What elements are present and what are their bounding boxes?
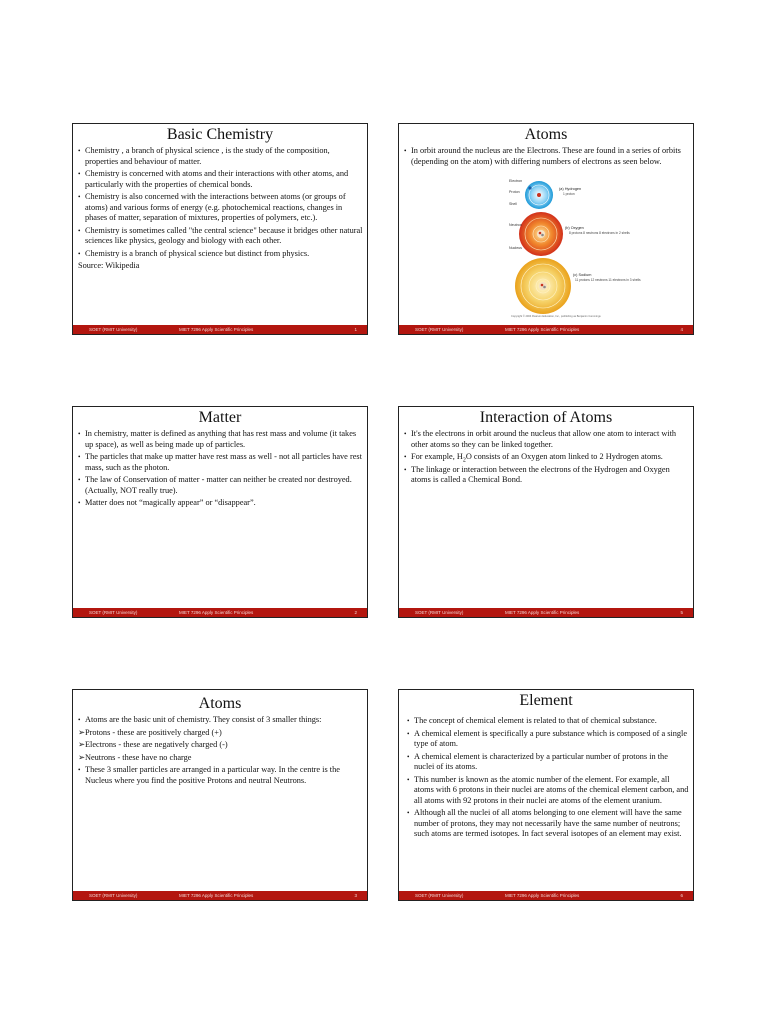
detail-sodium: 11 protons 12 neutrons 11 electrons in 3 shells bbox=[575, 278, 641, 282]
slide-footer bbox=[399, 608, 693, 617]
footer-institution: SOET (RMIT University) bbox=[89, 327, 138, 332]
bullet-item: • Chemistry is a branch of physical science but distinct from physics. bbox=[78, 249, 363, 260]
footer-institution: SOET (RMIT University) bbox=[89, 893, 138, 898]
caption-hydrogen: (a) Hydrogen bbox=[559, 187, 582, 191]
slide-footer bbox=[399, 891, 693, 900]
slide-footer bbox=[73, 891, 367, 900]
footer-course: MIET 7296 Apply Scientific Principles bbox=[179, 610, 254, 615]
bullet-item: • The particles that make up matter have rest mass as well - not all particles have rest mass, such as the photon. bbox=[78, 452, 363, 473]
bullet-item: • The linkage or interaction between the electrons of the Hydrogen and Oxygen atoms is called a Chemical Bond. bbox=[404, 465, 689, 486]
slide-title: Matter bbox=[198, 409, 242, 426]
bullet-item: • Chemistry is sometimes called "the central science" because it bridges other natural sciences like physics, geology and biology with each other. bbox=[78, 226, 363, 247]
neutron bbox=[541, 234, 544, 237]
arrow-item: ➢Protons - these are positively charged (+) bbox=[78, 727, 222, 737]
neutron bbox=[543, 286, 546, 289]
footer-page-number: 6 bbox=[680, 893, 683, 898]
slide-atoms-orbits bbox=[398, 123, 694, 335]
slide-footer bbox=[73, 608, 367, 617]
bullet-item: • The law of Conservation of matter - matter can neither be created nor destroyed. (Actually, NOT really true). bbox=[78, 475, 363, 496]
detail-hydrogen: 1 proton bbox=[563, 192, 575, 196]
bullet-item: • Chemistry is also concerned with the interactions between atoms (or groups of atoms) and various forms of energy (e.g. photochemical reactions, changes in phases of matter, separation of mixtures, properties of polymers, etc.). bbox=[78, 192, 363, 224]
slide-matter bbox=[72, 406, 368, 618]
label-electron: Electron bbox=[509, 179, 523, 183]
bullet-item: • It's the electrons in orbit around the nucleus that allow one atom to interact with other atoms so they can be linked together. bbox=[404, 429, 689, 450]
label-nucleus: Nucleus bbox=[509, 246, 522, 250]
bullet-item: • Chemistry is concerned with atoms and their interactions with other atoms, and particularly with the properties of chemical bonds. bbox=[78, 169, 363, 190]
slide-title: Basic Chemistry bbox=[166, 126, 274, 143]
footer-page-number: 1 bbox=[354, 327, 357, 332]
bullet-item bbox=[404, 452, 689, 463]
slide-atoms-basic bbox=[72, 689, 368, 901]
footer-institution: SOET (RMIT University) bbox=[89, 610, 138, 615]
slide-body bbox=[78, 146, 363, 272]
slide-title: Atoms bbox=[198, 695, 242, 712]
footer-page-number: 4 bbox=[680, 327, 683, 332]
arrow-item: ➢Neutrons - these have no charge bbox=[78, 752, 192, 762]
bullet-item: • Although all the nuclei of all atoms belonging to one element will have the same number of protons, they may not necessarily have the same number of neutrons; such atoms are termed isotopes. In fact several isotopes of an element may exist. bbox=[407, 808, 689, 840]
slide-footer bbox=[399, 325, 693, 334]
bullet-item: • In chemistry, matter is defined as anything that has rest mass and volume (it takes up space), as well as being made up of particles. bbox=[78, 429, 363, 450]
footer-course: MIET 7296 Apply Scientific Principles bbox=[505, 610, 580, 615]
footer-institution: SOET (RMIT University) bbox=[415, 893, 464, 898]
bullet-item: • This number is known as the atomic number of the element. For example, all atoms with 6 protons in their nuclei are atoms of the chemical element carbon, and all atoms with 92 protons in their nuclei are atoms of the element uranium. bbox=[407, 775, 689, 807]
label-proton: Proton bbox=[509, 190, 520, 194]
bullet-item: • Atoms are the basic unit of chemistry. They consist of 3 smaller things: bbox=[78, 715, 363, 726]
bullet-item: • The concept of chemical element is related to that of chemical substance. bbox=[407, 716, 689, 727]
slide-title: Atoms bbox=[524, 126, 568, 143]
bullet-item: • A chemical element is characterized by a particular number of protons in the nuclei of its atoms. bbox=[407, 752, 689, 773]
footer-course: MIET 7296 Apply Scientific Principles bbox=[179, 893, 254, 898]
label-neutron: Neutron bbox=[509, 223, 522, 227]
slide-element bbox=[398, 689, 694, 901]
footer-institution: SOET (RMIT University) bbox=[415, 610, 464, 615]
arrow-item: ➢Electrons - these are negatively charged (-) bbox=[78, 740, 228, 749]
nucleus bbox=[539, 282, 547, 290]
proton bbox=[541, 284, 544, 287]
formula-subscript: 2 bbox=[462, 457, 466, 464]
figure-copyright: Copyright © 2004 Pearson Education, Inc., publishing as Benjamin Cummings bbox=[511, 315, 601, 318]
bullet-item: • A chemical element is specifically a pure substance which is composed of a single type of atom. bbox=[407, 729, 689, 750]
footer-page-number: 5 bbox=[680, 610, 683, 615]
source-line: Source: Wikipedia bbox=[78, 261, 140, 270]
proton bbox=[539, 232, 542, 235]
bullet-item: • Matter does not “magically appear” or “disappear”. bbox=[78, 498, 363, 509]
detail-oxygen: 8 protons 8 neutrons 8 electrons in 2 shells bbox=[569, 231, 630, 235]
footer-institution: SOET (RMIT University) bbox=[415, 327, 464, 332]
slide-title: Element bbox=[519, 692, 573, 709]
slide-footer bbox=[73, 325, 367, 334]
slide-basic-chemistry bbox=[72, 123, 368, 335]
footer-course: MIET 7296 Apply Scientific Principles bbox=[505, 893, 580, 898]
slide-body bbox=[78, 429, 363, 511]
electron bbox=[528, 186, 531, 189]
bullet-item: • These 3 smaller particles are arranged in a particular way. In the centre is the Nucleus where you find the positive Protons and neutral Neutrons. bbox=[78, 765, 363, 786]
footer-page-number: 2 bbox=[354, 610, 357, 615]
slide-body bbox=[78, 715, 363, 788]
slide-body bbox=[407, 716, 689, 842]
proton bbox=[537, 193, 541, 197]
slide-interaction-of-atoms bbox=[398, 406, 694, 618]
slide-body bbox=[404, 146, 689, 169]
nucleus bbox=[537, 230, 545, 238]
bullet-item: • Chemistry , a branch of physical science , is the study of the composition, properties and behaviour of matter. bbox=[78, 146, 363, 167]
footer-course: MIET 7296 Apply Scientific Principles bbox=[179, 327, 254, 332]
label-shell: Shell bbox=[509, 202, 517, 206]
formula-prefix: For example, H bbox=[411, 452, 463, 461]
footer-course: MIET 7296 Apply Scientific Principles bbox=[505, 327, 580, 332]
footer-page-number: 3 bbox=[354, 893, 357, 898]
caption-oxygen: (b) Oxygen bbox=[565, 226, 584, 230]
slide-body bbox=[404, 429, 689, 488]
slide-title: Interaction of Atoms bbox=[479, 409, 613, 426]
bullet-item: • In orbit around the nucleus are the Electrons. These are found in a series of orbits (depending on the atom) with differing numbers of electrons as seen below. bbox=[404, 146, 689, 167]
atom-diagram bbox=[509, 176, 641, 320]
caption-sodium: (c) Sodium bbox=[573, 273, 592, 277]
formula-suffix: O consists of an Oxygen atom linked to 2 Hydrogen atoms. bbox=[465, 452, 663, 461]
